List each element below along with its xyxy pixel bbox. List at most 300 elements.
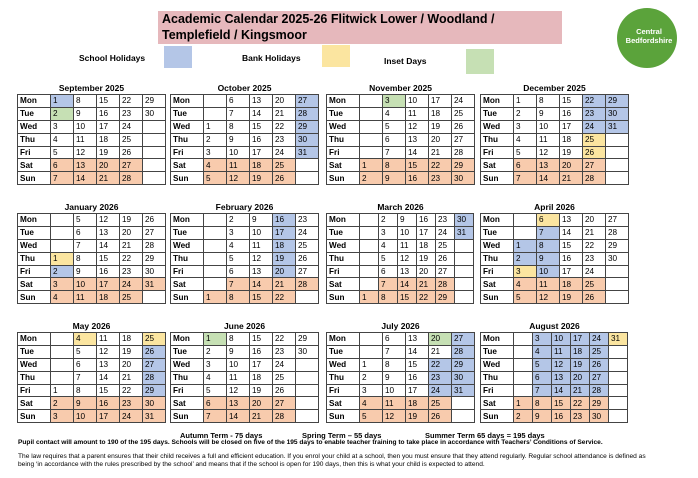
date-cell: 25 — [120, 133, 143, 146]
date-cell: 28 — [143, 371, 166, 384]
day-name-cell: Thu — [18, 252, 51, 265]
day-name-cell: Sun — [18, 172, 51, 185]
date-cell: 21 — [273, 107, 296, 120]
date-cell: 6 — [227, 95, 250, 108]
date-cell: 27 — [583, 159, 606, 172]
date-cell — [143, 291, 166, 304]
day-name-cell: Thu — [481, 133, 514, 146]
month-title: June 2026 — [223, 321, 266, 331]
date-cell: 3 — [51, 120, 74, 133]
week-row — [327, 226, 474, 239]
date-cell: 14 — [250, 278, 273, 291]
date-cell: 25 — [143, 333, 166, 346]
date-cell: 5 — [514, 146, 537, 159]
date-cell — [296, 371, 319, 384]
date-cell: 25 — [273, 159, 296, 172]
date-cell: 7 — [514, 172, 537, 185]
date-cell: 22 — [120, 95, 143, 108]
date-cell: 2 — [51, 107, 74, 120]
date-cell: 17 — [406, 384, 429, 397]
date-cell: 17 — [97, 278, 120, 291]
date-cell: 1 — [51, 252, 74, 265]
date-cell: 10 — [552, 333, 571, 346]
date-cell — [360, 120, 383, 133]
date-cell: 22 — [120, 384, 143, 397]
week-row — [171, 371, 319, 384]
date-cell — [452, 397, 475, 410]
date-cell — [455, 278, 474, 291]
date-cell: 19 — [120, 214, 143, 227]
day-name-cell: Fri — [171, 146, 204, 159]
date-cell: 18 — [120, 333, 143, 346]
date-cell: 27 — [452, 133, 475, 146]
month-day-table — [17, 94, 166, 185]
week-row — [481, 358, 628, 371]
date-cell: 8 — [383, 358, 406, 371]
day-name-cell: Sat — [481, 278, 514, 291]
week-row — [327, 239, 474, 252]
month-day-table — [326, 213, 474, 304]
date-cell: 24 — [429, 384, 452, 397]
date-cell: 28 — [273, 410, 296, 423]
date-cell: 26 — [429, 410, 452, 423]
date-cell — [360, 107, 383, 120]
date-cell: 30 — [452, 172, 475, 185]
date-cell: 18 — [273, 239, 296, 252]
week-row — [171, 265, 319, 278]
date-cell: 13 — [406, 133, 429, 146]
date-cell: 10 — [398, 226, 417, 239]
date-cell — [360, 265, 379, 278]
date-cell — [296, 397, 319, 410]
date-cell: 4 — [514, 133, 537, 146]
date-cell: 27 — [273, 397, 296, 410]
date-cell: 23 — [571, 410, 590, 423]
date-cell: 30 — [590, 410, 609, 423]
date-cell: 7 — [74, 239, 97, 252]
date-cell: 25 — [120, 291, 143, 304]
week-row — [171, 133, 319, 146]
date-cell: 28 — [452, 146, 475, 159]
date-cell — [296, 291, 319, 304]
date-cell: 23 — [429, 371, 452, 384]
date-cell: 28 — [452, 345, 475, 358]
date-cell: 3 — [51, 410, 74, 423]
date-cell: 5 — [74, 214, 97, 227]
date-cell: 23 — [273, 133, 296, 146]
date-cell: 31 — [455, 226, 474, 239]
date-cell: 16 — [406, 371, 429, 384]
date-cell: 30 — [296, 345, 319, 358]
date-cell: 20 — [120, 226, 143, 239]
week-row — [327, 333, 475, 346]
week-row — [18, 397, 166, 410]
date-cell: 28 — [296, 107, 319, 120]
week-row — [327, 214, 474, 227]
month-title: October 2025 — [217, 83, 272, 93]
date-cell: 15 — [560, 95, 583, 108]
date-cell: 20 — [417, 265, 436, 278]
week-row — [327, 397, 475, 410]
date-cell: 27 — [296, 265, 319, 278]
day-name-cell: Wed — [481, 120, 514, 133]
date-cell: 19 — [406, 410, 429, 423]
date-cell: 20 — [429, 133, 452, 146]
date-cell: 4 — [204, 159, 227, 172]
date-cell: 28 — [143, 239, 166, 252]
date-cell: 25 — [273, 371, 296, 384]
pupil-contact-note: Pupil contact will amount to 190 of the 195 days. Schools will be closed on five of the 195 days to enable teacher training to take place in accordance with Teachers’ Conditions of Service. — [18, 439, 603, 446]
date-cell: 15 — [406, 159, 429, 172]
date-cell: 5 — [379, 252, 398, 265]
date-cell: 17 — [250, 358, 273, 371]
date-cell: 25 — [590, 345, 609, 358]
date-cell: 25 — [583, 278, 606, 291]
date-cell — [514, 333, 533, 346]
date-cell: 31 — [296, 146, 319, 159]
date-cell: 2 — [360, 371, 383, 384]
date-cell — [360, 239, 379, 252]
date-cell — [514, 345, 533, 358]
date-cell — [606, 133, 629, 146]
date-cell — [609, 358, 628, 371]
date-cell: 22 — [273, 333, 296, 346]
week-row — [481, 159, 629, 172]
date-cell: 13 — [227, 397, 250, 410]
week-row — [171, 291, 319, 304]
day-name-cell: Wed — [327, 120, 360, 133]
date-cell: 24 — [583, 120, 606, 133]
day-name-cell: Sat — [171, 159, 204, 172]
date-cell: 5 — [51, 146, 74, 159]
date-cell: 9 — [74, 265, 97, 278]
date-cell: 18 — [250, 371, 273, 384]
date-cell — [296, 358, 319, 371]
date-cell — [606, 278, 629, 291]
date-cell: 2 — [204, 345, 227, 358]
date-cell: 15 — [552, 397, 571, 410]
date-cell — [455, 265, 474, 278]
date-cell: 19 — [571, 358, 590, 371]
week-row — [327, 371, 475, 384]
day-name-cell: Sun — [18, 291, 51, 304]
month-day-table — [480, 332, 628, 423]
date-cell: 26 — [296, 252, 319, 265]
day-name-cell: Mon — [18, 333, 51, 346]
autumn-term-note: Autumn Term - 75 days — [180, 431, 263, 440]
date-cell: 17 — [417, 226, 436, 239]
week-row — [171, 159, 319, 172]
date-cell: 11 — [227, 371, 250, 384]
date-cell: 30 — [143, 107, 166, 120]
date-cell: 22 — [120, 252, 143, 265]
week-row — [171, 120, 319, 133]
date-cell: 1 — [51, 95, 74, 108]
day-name-cell: Tue — [327, 226, 360, 239]
date-cell: 29 — [452, 358, 475, 371]
date-cell: 31 — [606, 120, 629, 133]
date-cell: 16 — [560, 107, 583, 120]
date-cell: 22 — [583, 239, 606, 252]
date-cell — [296, 159, 319, 172]
date-cell: 6 — [51, 159, 74, 172]
day-name-cell: Fri — [18, 384, 51, 397]
date-cell: 28 — [296, 278, 319, 291]
week-row — [18, 333, 166, 346]
date-cell: 14 — [74, 172, 97, 185]
day-name-cell: Sat — [171, 397, 204, 410]
date-cell: 1 — [204, 120, 227, 133]
date-cell: 5 — [360, 410, 383, 423]
date-cell: 10 — [74, 278, 97, 291]
date-cell: 15 — [250, 333, 273, 346]
day-name-cell: Mon — [481, 214, 514, 227]
month-day-table — [326, 332, 475, 423]
date-cell: 15 — [97, 95, 120, 108]
legend-school-holidays-swatch — [164, 46, 192, 68]
date-cell: 4 — [533, 345, 552, 358]
spring-term-note: Spring Term – 55 days — [302, 431, 382, 440]
date-cell — [609, 384, 628, 397]
date-cell: 4 — [74, 333, 97, 346]
date-cell: 9 — [533, 410, 552, 423]
date-cell — [51, 345, 74, 358]
date-cell: 14 — [552, 384, 571, 397]
week-row — [171, 345, 319, 358]
date-cell: 31 — [143, 410, 166, 423]
legend-inset-days-label: Inset Days — [384, 56, 427, 66]
date-cell: 8 — [74, 95, 97, 108]
day-name-cell: Thu — [481, 252, 514, 265]
day-name-cell: Fri — [481, 265, 514, 278]
date-cell: 31 — [452, 384, 475, 397]
date-cell — [514, 226, 537, 239]
date-cell: 15 — [97, 252, 120, 265]
date-cell — [452, 410, 475, 423]
date-cell: 26 — [143, 214, 166, 227]
day-name-cell: Sun — [18, 410, 51, 423]
date-cell: 21 — [571, 384, 590, 397]
date-cell: 13 — [406, 333, 429, 346]
date-cell — [514, 371, 533, 384]
attendance-law-note-line-2: being ‘in accordance with the rules prescribed by the school’ and means that if the school is open for 190 days, then this is what your child is expected to attend. — [18, 461, 485, 468]
date-cell: 21 — [97, 172, 120, 185]
date-cell: 29 — [436, 291, 455, 304]
week-row — [327, 291, 474, 304]
date-cell: 12 — [227, 172, 250, 185]
date-cell: 23 — [120, 265, 143, 278]
date-cell: 26 — [583, 146, 606, 159]
date-cell — [606, 146, 629, 159]
date-cell: 19 — [417, 252, 436, 265]
date-cell: 25 — [296, 239, 319, 252]
week-row — [171, 107, 319, 120]
date-cell: 28 — [590, 384, 609, 397]
date-cell — [360, 226, 379, 239]
date-cell — [360, 278, 379, 291]
day-name-cell: Sat — [327, 278, 360, 291]
date-cell: 25 — [429, 397, 452, 410]
date-cell: 14 — [250, 107, 273, 120]
date-cell: 13 — [398, 265, 417, 278]
date-cell — [514, 358, 533, 371]
day-name-cell: Fri — [327, 265, 360, 278]
week-row — [18, 159, 166, 172]
date-cell: 19 — [429, 120, 452, 133]
month-title: May 2026 — [72, 321, 111, 331]
date-cell: 10 — [74, 120, 97, 133]
day-name-cell: Sun — [171, 291, 204, 304]
date-cell: 15 — [250, 291, 273, 304]
date-cell: 11 — [227, 159, 250, 172]
legend-bank-holidays-label: Bank Holidays — [242, 53, 301, 63]
day-name-cell: Sun — [171, 172, 204, 185]
central-bedfordshire-logo — [617, 8, 677, 68]
month-day-table — [17, 332, 166, 423]
date-cell: 14 — [537, 172, 560, 185]
day-name-cell: Thu — [18, 133, 51, 146]
date-cell: 10 — [383, 384, 406, 397]
day-name-cell: Sun — [171, 410, 204, 423]
attendance-law-note-line-1: The law requires that a parent ensures that their child receives a full and efficient education. If you enrol your child at a school, then you must ensure that they attend regularly. Regular school attendance is defined as — [18, 453, 646, 460]
day-name-cell: Wed — [171, 358, 204, 371]
date-cell — [606, 159, 629, 172]
date-cell: 27 — [296, 95, 319, 108]
week-row — [18, 265, 166, 278]
day-name-cell: Wed — [18, 120, 51, 133]
date-cell: 26 — [590, 358, 609, 371]
date-cell — [514, 384, 533, 397]
day-name-cell: Sun — [481, 410, 514, 423]
week-row — [171, 214, 319, 227]
date-cell: 5 — [74, 345, 97, 358]
date-cell: 21 — [583, 226, 606, 239]
date-cell: 6 — [74, 226, 97, 239]
date-cell: 20 — [250, 397, 273, 410]
date-cell: 1 — [514, 397, 533, 410]
day-name-cell: Tue — [171, 345, 204, 358]
date-cell: 11 — [398, 239, 417, 252]
date-cell: 12 — [398, 252, 417, 265]
date-cell: 30 — [296, 133, 319, 146]
date-cell: 11 — [406, 107, 429, 120]
date-cell: 8 — [537, 239, 560, 252]
date-cell: 3 — [533, 333, 552, 346]
date-cell: 3 — [227, 226, 250, 239]
day-name-cell: Sat — [18, 159, 51, 172]
summer-term-note: Summer Term 65 days = 195 days — [425, 431, 545, 440]
week-row — [327, 265, 474, 278]
date-cell: 8 — [227, 333, 250, 346]
date-cell: 17 — [429, 95, 452, 108]
date-cell: 12 — [552, 358, 571, 371]
date-cell: 5 — [204, 172, 227, 185]
date-cell: 14 — [97, 239, 120, 252]
date-cell: 12 — [250, 252, 273, 265]
date-cell: 16 — [552, 410, 571, 423]
week-row — [18, 107, 166, 120]
week-row — [18, 120, 166, 133]
week-row — [18, 345, 166, 358]
week-row — [171, 397, 319, 410]
day-name-cell: Wed — [18, 239, 51, 252]
date-cell: 5 — [514, 291, 537, 304]
date-cell: 26 — [436, 252, 455, 265]
date-cell: 9 — [250, 214, 273, 227]
date-cell: 18 — [97, 291, 120, 304]
week-row — [171, 95, 319, 108]
date-cell: 14 — [227, 410, 250, 423]
date-cell: 15 — [406, 358, 429, 371]
date-cell: 9 — [383, 371, 406, 384]
date-cell: 9 — [227, 133, 250, 146]
date-cell: 3 — [360, 384, 383, 397]
date-cell: 20 — [120, 358, 143, 371]
date-cell — [204, 107, 227, 120]
date-cell — [606, 291, 629, 304]
date-cell: 19 — [97, 146, 120, 159]
week-row — [171, 410, 319, 423]
date-cell: 5 — [204, 384, 227, 397]
date-cell: 28 — [583, 172, 606, 185]
day-name-cell: Fri — [327, 146, 360, 159]
date-cell — [609, 371, 628, 384]
day-name-cell: Thu — [327, 133, 360, 146]
date-cell: 28 — [120, 172, 143, 185]
date-cell: 3 — [204, 146, 227, 159]
date-cell: 28 — [606, 226, 629, 239]
date-cell: 7 — [204, 410, 227, 423]
date-cell: 6 — [383, 133, 406, 146]
date-cell: 25 — [583, 133, 606, 146]
date-cell: 26 — [143, 345, 166, 358]
month-day-table — [170, 94, 319, 185]
day-name-cell: Wed — [481, 358, 514, 371]
day-name-cell: Tue — [481, 345, 514, 358]
day-name-cell: Wed — [327, 358, 360, 371]
day-name-cell: Wed — [481, 239, 514, 252]
date-cell: 2 — [379, 214, 398, 227]
date-cell — [296, 410, 319, 423]
date-cell: 24 — [273, 358, 296, 371]
week-row — [481, 291, 629, 304]
logo-text-line-2: Bedfordshire — [625, 36, 673, 45]
date-cell: 6 — [74, 358, 97, 371]
date-cell: 3 — [383, 95, 406, 108]
date-cell — [360, 95, 383, 108]
date-cell: 27 — [120, 159, 143, 172]
date-cell: 18 — [97, 133, 120, 146]
date-cell — [606, 172, 629, 185]
date-cell: 23 — [296, 214, 319, 227]
date-cell: 23 — [120, 107, 143, 120]
day-name-cell: Mon — [171, 214, 204, 227]
day-name-cell: Sat — [327, 159, 360, 172]
date-cell: 22 — [273, 291, 296, 304]
day-name-cell: Tue — [327, 107, 360, 120]
date-cell — [514, 214, 537, 227]
date-cell — [360, 345, 383, 358]
date-cell: 18 — [571, 345, 590, 358]
date-cell: 22 — [429, 358, 452, 371]
day-name-cell: Fri — [481, 384, 514, 397]
date-cell: 10 — [537, 265, 560, 278]
date-cell: 1 — [514, 95, 537, 108]
date-cell: 8 — [227, 291, 250, 304]
day-name-cell: Thu — [171, 133, 204, 146]
date-cell — [143, 159, 166, 172]
week-row — [327, 133, 475, 146]
